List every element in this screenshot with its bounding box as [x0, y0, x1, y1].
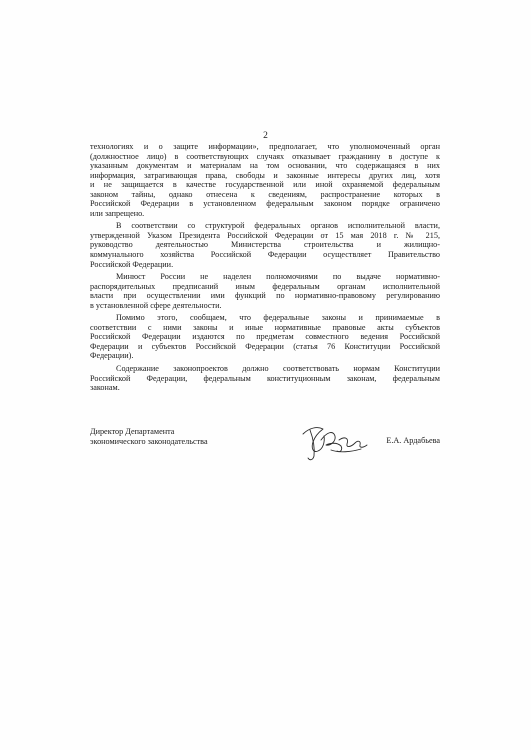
signatory-name: Е.А. Ардабьева — [386, 436, 440, 445]
signatory-department-line: экономического законодательства — [90, 437, 208, 446]
text-line: и не защищается в качестве государственной или иной охраняемой федеральным — [90, 180, 440, 190]
signature-block — [90, 427, 440, 467]
text-line: или запрещено. — [90, 208, 145, 218]
letter-body — [90, 142, 440, 396]
text-line: соответствии с ними законы и иные нормативные правовые акты субъектов — [90, 322, 440, 332]
text-line: информация, затрагивающая права, свободы и законные интересы других лиц, хотя — [90, 170, 440, 180]
text-line: Федерации). — [90, 351, 134, 361]
text-line: Российской Федерации издаются по предметам совместного ведения Российской — [90, 332, 440, 342]
text-line: (должностное лицо) в соответствующих случаях отказывает гражданину в доступе к — [90, 151, 440, 161]
text-line: руководство деятельностью Министерства строительства и жилищно- — [90, 240, 440, 250]
text-line: власти при осуществлении ими функций по нормативно-правовому регулированию — [90, 291, 440, 301]
text-line: коммунального хозяйства Российской Федерации осуществляет Правительство — [90, 250, 440, 260]
text-line: Содержание законопроектов должно соответствовать нормам Конституции — [116, 364, 440, 374]
signatory-title — [90, 427, 290, 447]
text-line: В соответствии со структурой федеральных органов исполнительной власти, — [116, 221, 440, 231]
paragraph — [90, 221, 440, 269]
text-line: законом тайны, однако отнесена к сведениям, распространение которых в — [90, 189, 440, 199]
text-line: технологиях и о защите информации», предполагает, что уполномоченный орган — [90, 142, 440, 151]
text-line: Российской Федерации. — [90, 259, 174, 269]
text-line: распорядительных предписаний иным федеральным органам исполнительной — [90, 281, 440, 291]
text-line: в установленной сфере деятельности. — [90, 300, 222, 310]
text-line: Российской Федерации, федеральным конституционным законам, федеральным — [90, 373, 440, 383]
text-line: утвержденной Указом Президента Российской Федерации от 15 мая 2018 г. № 215, — [90, 230, 440, 240]
text-line: Российской Федерации в установленном федеральным законом порядке ограничено — [90, 199, 440, 209]
text-line: указанным документам и материалам на том основании, что содержащаяся в них — [90, 161, 440, 171]
paragraph — [90, 272, 440, 310]
text-line: Помимо этого, сообщаем, что федеральные законы и принимаемые в — [116, 313, 440, 323]
paragraph — [90, 364, 440, 393]
text-line: Федерации и субъектов Российской Федерации (статья 76 Конституции Российской — [90, 341, 440, 351]
paragraph — [90, 313, 440, 361]
handwritten-signature-icon — [295, 420, 380, 465]
text-line: законам. — [90, 383, 120, 393]
paragraph — [90, 142, 440, 218]
signatory-position-line: Директор Департамента — [90, 427, 175, 436]
text-line: Минюст России не наделен полномочиями по выдаче нормативно- — [116, 272, 440, 282]
page-number: 2 — [263, 131, 268, 141]
